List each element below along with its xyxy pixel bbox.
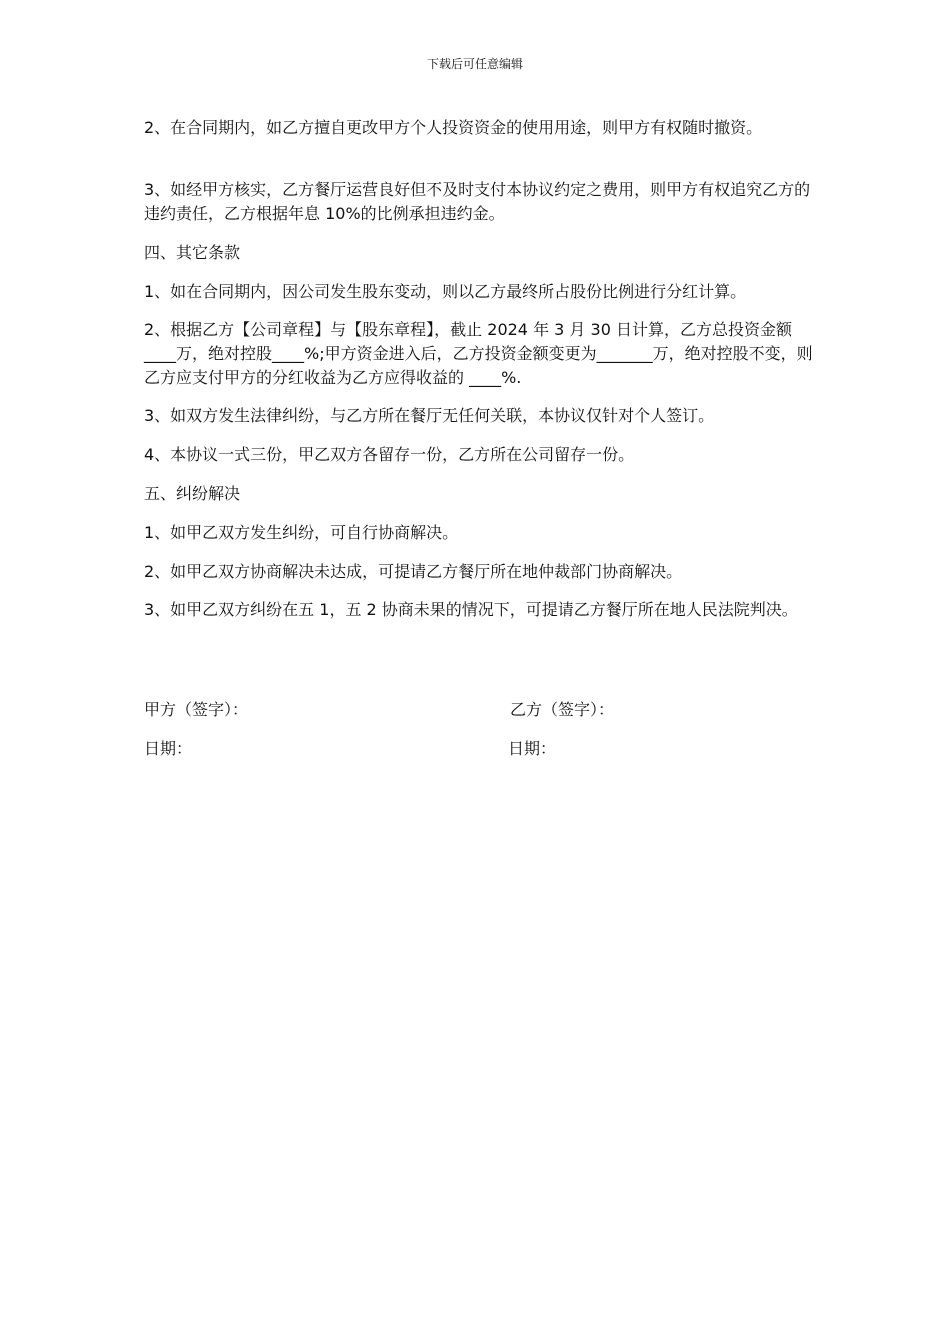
page-header-note: 下载后可任意编辑 — [426, 57, 523, 71]
clause-3-legal-dispute: 3、如双方发生法律纠纷，与乙方所在餐厅无任何关联，本协议仅针对个人签订。 — [144, 406, 715, 425]
party-a-signature-label: 甲方（签字）： — [144, 700, 249, 719]
clause-3-breach: 3、如经甲方核实，乙方餐厅运营良好但不及时支付本协议约定之费用，则甲方有权追究乙方的违约责任，乙方根据年息 10%的比例承担违约金。 — [144, 180, 811, 223]
section-heading-dispute-resolution: 五、纠纷解决 — [144, 484, 241, 503]
party-b-signature-label: 乙方（签字）： — [510, 700, 615, 719]
clause-4-copies: 4、本协议一式三份，甲乙双方各留存一份，乙方所在公司留存一份。 — [144, 445, 635, 464]
clause-1-shareholder-change: 1、如在合同期内，因公司发生股东变动，则以乙方最终所占股份比例进行分红计算。 — [144, 282, 747, 301]
party-a-date-label: 日期： — [144, 739, 193, 758]
clause-2-investment-use: 2、在合同期内，如乙方擅自更改甲方个人投资资金的使用用途，则甲方有权随时撤资。 — [144, 118, 763, 137]
clause-2-arbitration: 2、如甲乙双方协商解决未达成，可提请乙方餐厅所在地仲裁部门协商解决。 — [144, 562, 683, 581]
clause-2-dividend-calculation: 2、根据乙方【公司章程】与【股东章程】，截止 2024 年 3 月 30 日计算，乙方总投资金额____万，绝对控股____%;甲方资金进入后，乙方投资金额变更为_______万，绝对控股不变，则乙方应支付甲方的分红收益为乙方应得收益的 ____%. — [144, 320, 813, 387]
section-heading-other-terms: 四、其它条款 — [144, 243, 241, 262]
clause-3-court: 3、如甲乙双方纠纷在五 1，五 2 协商未果的情况下，可提请乙方餐厅所在地人民法院判决。 — [144, 600, 798, 619]
clause-1-negotiation: 1、如甲乙双方发生纠纷，可自行协商解决。 — [144, 523, 459, 542]
party-b-date-label: 日期： — [508, 739, 557, 758]
